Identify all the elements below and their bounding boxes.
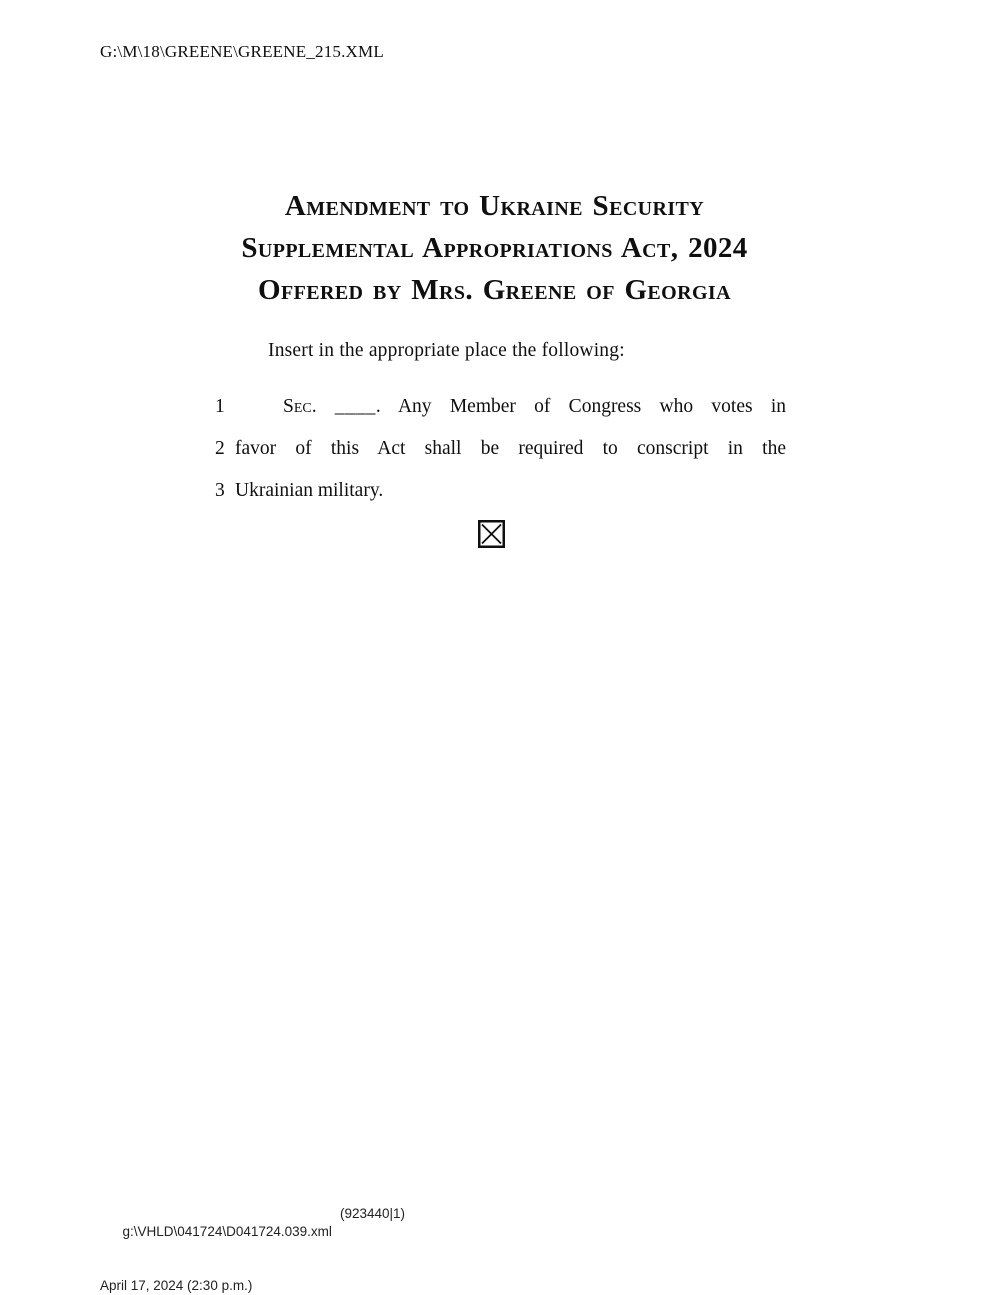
amendment-title [0,185,989,311]
body-line-1 [215,386,786,428]
line-number-2: 2 [215,438,225,459]
body-line-2-text: favor of this Act shall be required to conscript in the [235,438,786,459]
body-line-3-text: Ukrainian military. [235,480,384,501]
body-line-2 [215,428,786,470]
footer-doc-id: (923440|1) [340,1206,406,1221]
line-number-3: 3 [215,480,225,501]
footer-row-1 [100,1205,406,1277]
body-line-3 [215,470,786,512]
amendment-title-line-2: Supplemental Appropriations Act, 2024 [241,232,748,264]
footer-file-path: g:\VHLD\041724\D041724.039.xml [122,1224,332,1239]
amendment-title-line-3: Offered by Mrs. Greene of Georgia [258,274,731,306]
footer-datetime: April 17, 2024 (2:30 p.m.) [100,1278,253,1293]
body-line-1-text [235,386,786,428]
section-label: Sec. [283,396,317,417]
line-number-1: 1 [215,396,225,417]
section-number-blank: ____ [334,396,376,417]
end-of-amendment-box-x-icon [478,520,505,548]
header-file-path: G:\M\18\GREENE\GREENE_215.XML [100,42,384,61]
document-footer [100,1205,406,1295]
amendment-body [215,386,786,512]
amendment-title-line-1: Amendment to Ukraine Security [284,190,705,222]
amendment-instruction: Insert in the appropriate place the following: [268,340,625,361]
body-line-1-rest: . Any Member of Congress who votes in [375,396,786,417]
